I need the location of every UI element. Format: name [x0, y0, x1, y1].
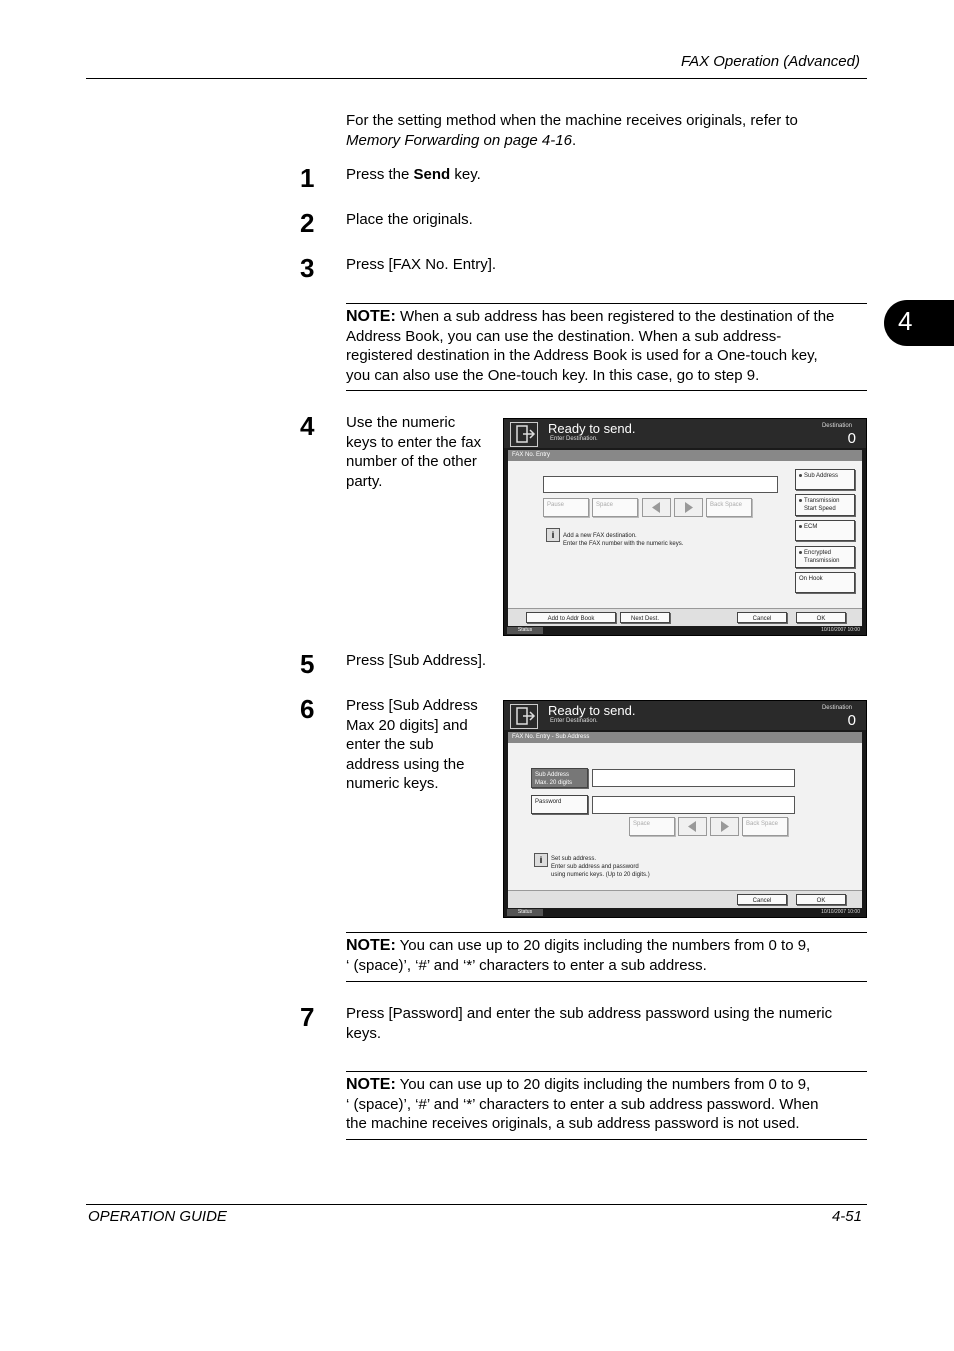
intro-reference[interactable]: Memory Forwarding on page 4-16: [346, 131, 572, 149]
add-to-addr-book-button[interactable]: Add to Addr Book: [526, 612, 616, 623]
step-number: 1: [300, 163, 315, 193]
pause-button[interactable]: Pause: [543, 498, 589, 517]
step-line: keys to enter the fax: [346, 433, 482, 451]
note-line: registered destination in the Address Book is used for a One-touch key,: [346, 347, 818, 364]
button-label: Transmission: [804, 498, 840, 504]
note-line: [346, 936, 871, 956]
space-button[interactable]: Space: [629, 817, 675, 836]
info-line: Add a new FAX destination.: [563, 533, 637, 539]
destination-label: Destination: [821, 423, 852, 429]
send-icon: [510, 422, 538, 447]
screen-body: [508, 732, 862, 907]
note-text: You can use up to 20 digits including the numbers from 0 to 9,: [395, 1076, 811, 1093]
chapter-number: 4: [898, 306, 913, 336]
step-line: address using the: [346, 755, 465, 773]
right-arrow-button[interactable]: [710, 817, 739, 836]
step-line: party.: [346, 472, 383, 490]
destination-count: 0: [847, 430, 856, 447]
step-line: Press [Sub Address: [346, 697, 478, 714]
running-header: FAX Operation (Advanced): [681, 53, 860, 70]
datetime: 10/10/2007 10:00: [821, 909, 860, 915]
step-number: 4: [300, 411, 315, 441]
info-line: using numeric keys. (Up to 20 digits.): [551, 872, 650, 878]
step-text: [346, 1004, 871, 1043]
step-text-key: Send: [413, 166, 451, 183]
button-label: Encrypted: [804, 550, 832, 556]
step-text-pre: Press the: [346, 166, 414, 183]
button-label: Sub Address: [804, 473, 839, 479]
step-line: Max 20 digits] and: [346, 716, 468, 734]
on-hook-button[interactable]: On Hook: [795, 572, 855, 593]
note-rule-top: [346, 1071, 867, 1072]
intro-text: For the setting method when the machine receives originals, refer to: [346, 112, 798, 129]
step-line: Use the numeric: [346, 414, 456, 431]
sub-address-screen: [503, 700, 867, 918]
status-button[interactable]: Status: [507, 627, 543, 634]
step-line: keys.: [346, 1024, 382, 1042]
screen-title: Ready to send.: [548, 703, 636, 718]
ecm-button[interactable]: [795, 520, 855, 541]
button-label: ECM: [804, 524, 818, 530]
footer-title: OPERATION GUIDE: [88, 1208, 227, 1225]
step-text: [346, 165, 481, 185]
fax-entry-screen: [503, 418, 867, 636]
header-rule: [86, 78, 867, 79]
screen-bar: FAX No. Entry - Sub Address: [508, 732, 862, 743]
step-text: [346, 413, 481, 491]
send-icon: [510, 704, 538, 729]
page-number: 4-51: [831, 1208, 862, 1225]
step-text: Press [FAX No. Entry].: [346, 256, 497, 273]
screen-body: [508, 450, 862, 625]
screen-action-bar: [508, 608, 862, 626]
info-line: Enter the FAX number with the numeric keys.: [563, 541, 684, 547]
screen-title: Ready to send.: [548, 421, 636, 436]
intro-end: .: [571, 131, 577, 149]
note-line: [346, 307, 871, 327]
step-text: Press [Sub Address].: [346, 652, 487, 669]
screen-action-bar: [508, 890, 862, 908]
step-number: 2: [300, 208, 315, 238]
cancel-button[interactable]: Cancel: [737, 894, 787, 905]
screen-status-bar: [504, 626, 866, 635]
right-arrow-icon: [675, 499, 702, 516]
encrypted-transmission-button[interactable]: [795, 546, 855, 568]
info-text: [563, 532, 683, 548]
step-number: 6: [300, 694, 315, 724]
indicator-icon: [799, 474, 802, 477]
ok-button[interactable]: OK: [796, 612, 846, 623]
next-dest-button[interactable]: Next Dest.: [620, 612, 670, 623]
note-line: [346, 1075, 871, 1095]
note-rule-bottom: [346, 390, 867, 391]
note-rule-top: [346, 932, 867, 933]
sub-address-max-20-digits-button[interactable]: [531, 768, 588, 788]
note: [346, 1075, 871, 1134]
destination-label: Destination: [821, 705, 852, 711]
step-text: [346, 696, 478, 794]
screen-status-bar: [504, 908, 866, 917]
note-rule-bottom: [346, 1139, 867, 1140]
left-arrow-button[interactable]: [678, 817, 707, 836]
button-label: Start Speed: [804, 506, 836, 512]
note-label: NOTE:: [346, 937, 396, 954]
screen-header: [504, 701, 866, 730]
note-rule-top: [346, 303, 867, 304]
left-arrow-icon: [679, 818, 706, 835]
left-arrow-icon: [643, 499, 670, 516]
step-number: 3: [300, 253, 315, 283]
password-button[interactable]: Password: [531, 795, 588, 814]
cancel-button[interactable]: Cancel: [737, 612, 787, 623]
chapter-tab: [884, 300, 954, 346]
note-label: NOTE:: [346, 1076, 396, 1093]
step-line: Press [Password] and enter the sub address password using the numeric: [346, 1005, 833, 1022]
note: [346, 936, 871, 975]
indicator-icon: [799, 525, 802, 528]
screen-subtitle: Enter Destination.: [550, 718, 598, 724]
button-label: Sub Address: [535, 772, 570, 778]
destination-count: 0: [847, 712, 856, 729]
right-arrow-button[interactable]: [674, 498, 703, 517]
indicator-icon: [799, 551, 802, 554]
sub-address-field[interactable]: [592, 769, 795, 787]
note-text: When a sub address has been registered to the destination of the: [395, 308, 835, 325]
fax-number-field[interactable]: [543, 476, 778, 493]
datetime: 10/10/2007 10:00: [821, 627, 860, 633]
step-line: enter the sub: [346, 736, 434, 753]
info-text: [551, 855, 650, 879]
step-number: 7: [300, 1002, 315, 1032]
button-label: Transmission: [804, 558, 840, 564]
step-line: numeric keys.: [346, 775, 439, 792]
info-line: Enter sub address and password: [551, 864, 639, 870]
step-text-post: key.: [450, 166, 481, 183]
left-arrow-button[interactable]: [642, 498, 671, 517]
note-line: ‘ (space)’, ‘#’ and ‘*’ characters to enter a sub address password. When: [346, 1095, 819, 1113]
step-line: number of the other: [346, 453, 477, 470]
screen-bar: FAX No. Entry: [508, 450, 862, 461]
screen-subtitle: Enter Destination.: [550, 436, 598, 442]
space-button[interactable]: Space: [592, 498, 638, 517]
note-line: you can also use the One-touch key. In this case, go to step 9.: [346, 366, 760, 384]
button-label: Max. 20 digits: [535, 780, 573, 786]
note-rule-bottom: [346, 981, 867, 982]
note-line: ‘ (space)’, ‘#’ and ‘*’ characters to enter a sub address.: [346, 956, 707, 974]
note-text: You can use up to 20 digits including the numbers from 0 to 9,: [395, 937, 811, 954]
note: [346, 307, 871, 385]
info-line: Set sub address.: [551, 856, 597, 862]
info-icon: i: [534, 853, 548, 867]
indicator-icon: [799, 499, 802, 502]
step-number: 5: [300, 649, 315, 679]
back-space-button[interactable]: Back Space: [742, 817, 788, 836]
intro-paragraph: [346, 111, 856, 150]
screen-header: [504, 419, 866, 448]
note-line: the machine receives originals, a sub address password is not used.: [346, 1115, 800, 1132]
ok-button[interactable]: OK: [796, 894, 846, 905]
right-arrow-icon: [711, 818, 738, 835]
transmission-start-speed-button[interactable]: [795, 494, 855, 516]
back-space-button[interactable]: Back Space: [706, 498, 752, 517]
note-label: NOTE:: [346, 308, 396, 325]
password-field[interactable]: [592, 796, 795, 814]
footer-rule: [86, 1204, 867, 1205]
status-button[interactable]: Status: [507, 909, 543, 916]
step-text: Place the originals.: [346, 211, 473, 228]
info-icon: i: [546, 528, 560, 542]
sub-address-button[interactable]: [795, 469, 855, 490]
note-line: Address Book, you can use the destination. When a sub address-: [346, 327, 782, 345]
